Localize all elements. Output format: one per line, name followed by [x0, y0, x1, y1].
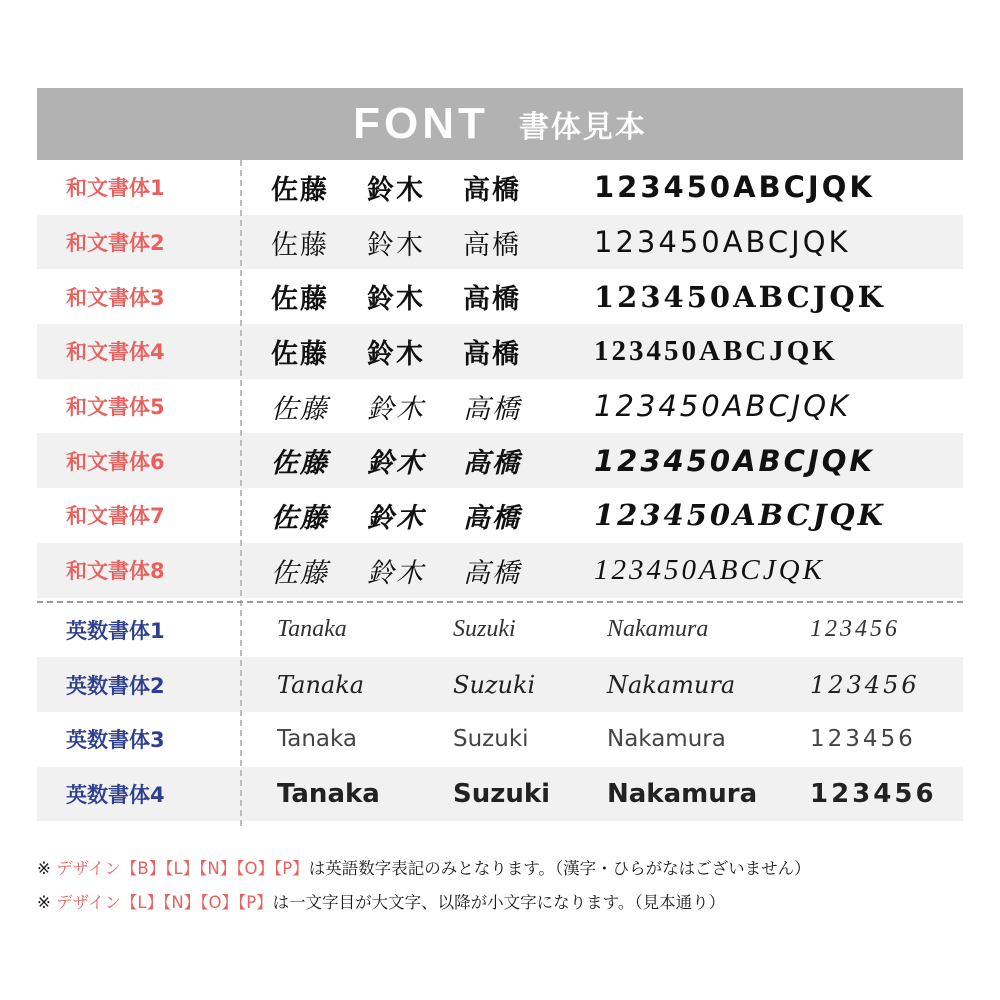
japanese-font-row [37, 488, 963, 543]
name-sample: Suzuki [453, 616, 516, 643]
font-label: 和文書体8 [66, 559, 165, 584]
alphanumeric-sample: 123450ABCJQK [594, 334, 838, 367]
name-sample: 佐藤 [271, 284, 329, 316]
name-samples [271, 223, 521, 262]
header-title: FONT [353, 99, 489, 148]
japanese-font-row [37, 324, 963, 379]
note-line [37, 852, 811, 886]
alphanumeric-sample: 123450ABCJQK [594, 443, 875, 478]
name-samples [271, 277, 521, 316]
name-sample: Tanaka [277, 726, 358, 753]
name-sample: Suzuki [453, 778, 551, 809]
name-sample: 高橋 [463, 174, 521, 206]
font-label: 英数書体4 [66, 782, 165, 807]
note-designs: デザイン【L】【N】【O】【P】 [56, 893, 273, 912]
japanese-font-row [37, 160, 963, 215]
name-sample: 高橋 [463, 338, 521, 369]
name-samples [271, 387, 521, 426]
note-designs: デザイン【B】【L】【N】【O】【P】 [56, 859, 309, 878]
font-label: 英数書体2 [66, 673, 165, 698]
note-text: は一文字目が大文字、以降が小文字になります。（見本通り） [272, 893, 726, 912]
name-samples [271, 496, 521, 535]
name-sample: 佐藤 [271, 229, 329, 261]
name-sample: 佐藤 [271, 338, 329, 369]
digit-sample: 123456 [810, 616, 900, 643]
font-label: 和文書体4 [66, 340, 165, 365]
page-header [37, 88, 963, 160]
name-sample: Tanaka [277, 616, 347, 643]
english-font-row [37, 712, 963, 767]
note-text: は英語数字表記のみとなります。（漢字・ひらがなはございません） [308, 859, 811, 878]
name-sample: Suzuki [453, 670, 536, 699]
name-sample: 佐藤 [271, 448, 329, 480]
alphanumeric-sample: 123450ABCJQK [594, 279, 886, 314]
alphanumeric-sample: 123450ABCJQK [594, 498, 886, 533]
japanese-font-row [37, 543, 963, 598]
name-sample: 鈴木 [367, 448, 425, 480]
font-label: 和文書体2 [66, 231, 165, 256]
name-samples [271, 551, 521, 590]
note-mark: ※ [37, 893, 57, 912]
alphanumeric-sample: 123450ABCJQK [594, 170, 875, 205]
font-label: 和文書体5 [66, 395, 165, 420]
name-sample: 高橋 [463, 393, 521, 425]
name-sample: 佐藤 [271, 393, 329, 425]
name-samples [271, 332, 521, 371]
name-sample: 鈴木 [367, 393, 425, 425]
name-sample: Suzuki [453, 726, 529, 753]
name-sample: 高橋 [463, 448, 521, 480]
name-sample: 高橋 [463, 284, 521, 316]
font-label: 和文書体6 [66, 449, 165, 474]
name-sample: 佐藤 [271, 502, 329, 534]
name-sample: 鈴木 [367, 557, 425, 588]
font-label: 和文書体1 [66, 176, 165, 201]
font-label: 和文書体7 [66, 504, 165, 529]
notes [37, 852, 811, 920]
name-sample: Nakamura [607, 670, 736, 699]
japanese-font-row [37, 215, 963, 270]
name-sample: 高橋 [463, 557, 521, 588]
digit-sample: 123456 [810, 670, 920, 699]
name-sample: Tanaka [277, 670, 365, 699]
note-line [37, 886, 811, 920]
alphanumeric-sample: 123450ABCJQK [594, 553, 825, 586]
japanese-font-row [37, 433, 963, 488]
column-divider [240, 160, 242, 826]
english-font-row [37, 767, 963, 822]
note-mark: ※ [37, 859, 57, 878]
font-label: 英数書体1 [66, 618, 165, 643]
alphanumeric-sample: 123450ABCJQK [594, 225, 851, 260]
english-font-row [37, 603, 963, 658]
name-sample: 鈴木 [367, 229, 425, 261]
name-sample: Tanaka [277, 778, 380, 809]
english-font-row [37, 657, 963, 712]
header-subtitle: 書体見本 [518, 110, 647, 145]
font-label: 英数書体3 [66, 728, 165, 753]
name-sample: 鈴木 [367, 502, 425, 534]
name-samples [271, 168, 521, 207]
digit-sample: 123456 [810, 726, 916, 753]
name-sample: Nakamura [607, 778, 758, 809]
name-sample: 鈴木 [367, 338, 425, 369]
name-samples [271, 441, 521, 480]
digit-sample: 123456 [810, 778, 937, 809]
japanese-font-row [37, 379, 963, 434]
name-sample: 佐藤 [271, 557, 329, 588]
name-sample: Nakamura [607, 616, 709, 643]
alphanumeric-sample: 123450ABCJQK [594, 389, 852, 424]
japanese-font-row [37, 269, 963, 324]
font-sample-table [37, 160, 963, 821]
section-divider [37, 601, 963, 603]
name-sample: 高橋 [463, 229, 521, 261]
name-sample: 鈴木 [367, 284, 425, 316]
name-sample: 佐藤 [271, 174, 329, 206]
name-sample: Nakamura [607, 726, 726, 753]
name-sample: 高橋 [463, 502, 521, 534]
name-sample: 鈴木 [367, 174, 425, 206]
font-label: 和文書体3 [66, 285, 165, 310]
